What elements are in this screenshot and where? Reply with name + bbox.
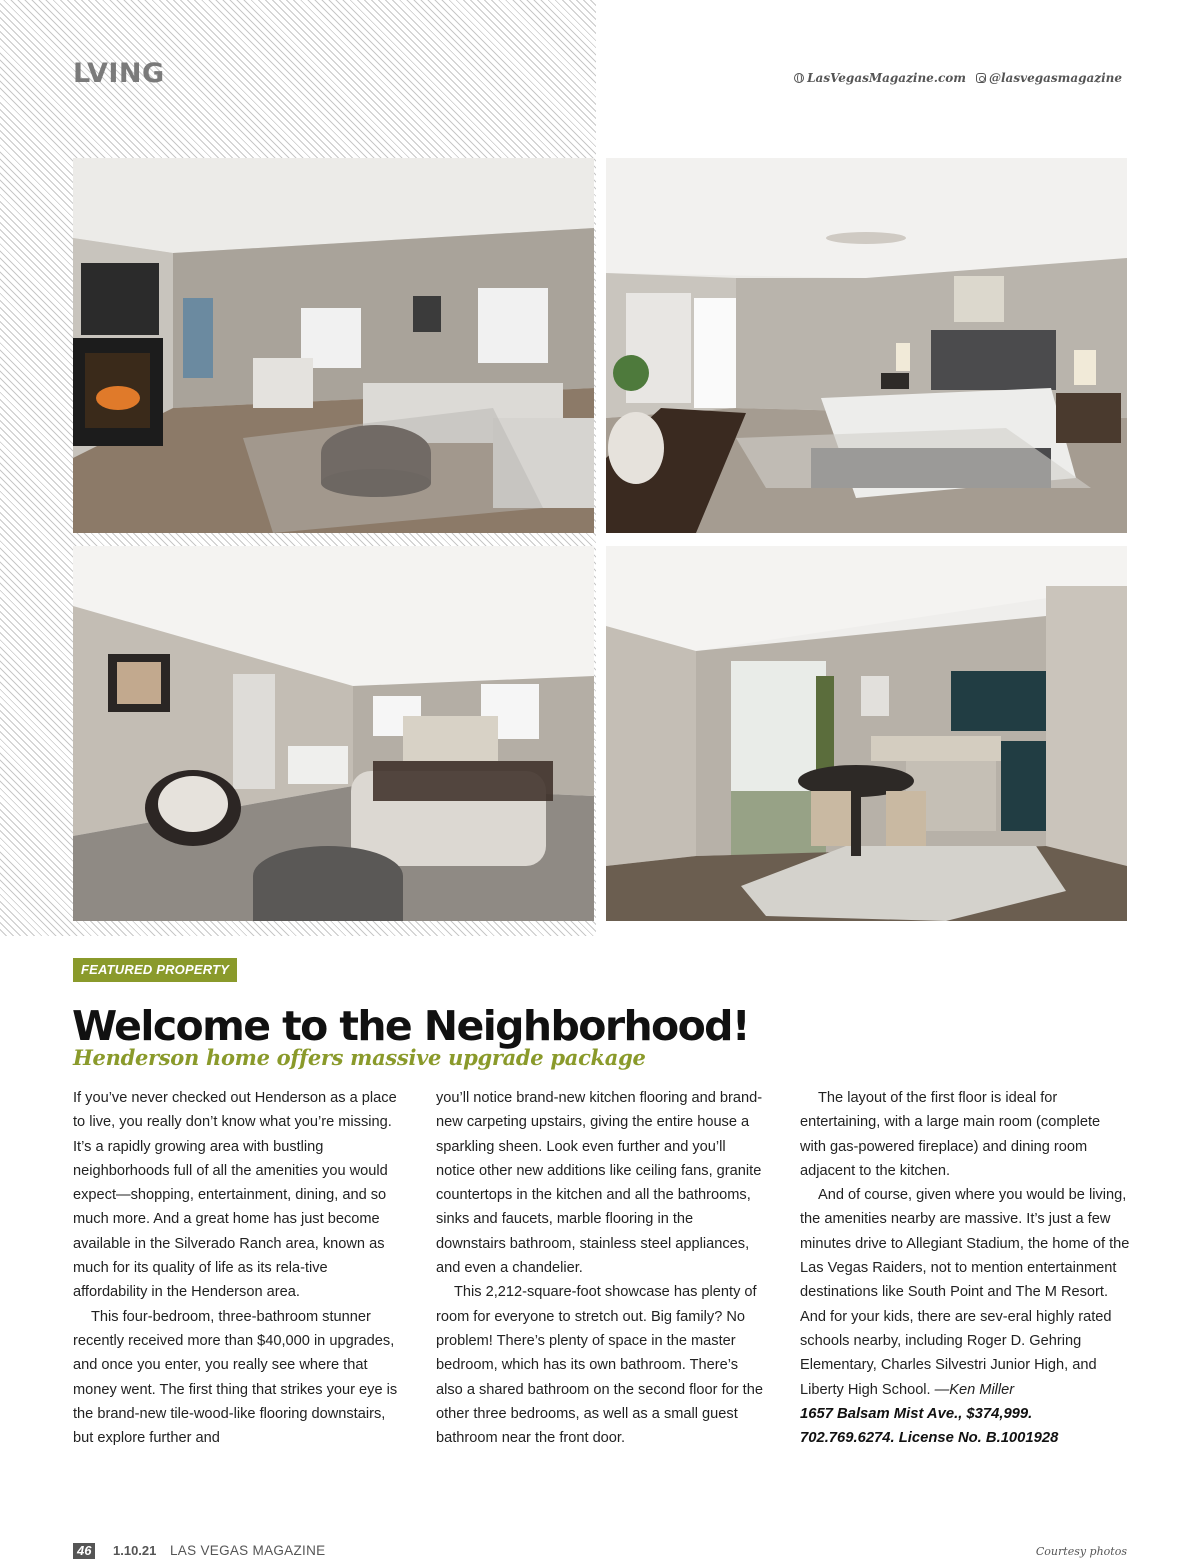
paragraph: If you’ve never checked out Henderson as a place to live, you really don’t know what you’re missing. It’s a rapidly growing area with bustling neighborhoods full of all the amenities you would expect—shopping, entertainment, dining, and so much more. And a great home has just become available in the Silverado Ranch area, known as much for its quality of life as its rela-tive affordability in the Henderson area. bbox=[73, 1090, 397, 1301]
issue-date: 1.10.21 bbox=[113, 1543, 157, 1558]
article-title: Welcome to the Neighborhood! bbox=[72, 1002, 750, 1050]
dining-kitchen-photo bbox=[606, 546, 1127, 921]
globe-icon bbox=[794, 73, 804, 83]
paragraph: The layout of the first floor is ideal for entertaining, with a large main room (complete with gas-powered fireplace) and dining room adjacent to the kitchen. bbox=[800, 1090, 1101, 1179]
paragraph bbox=[800, 1183, 1130, 1402]
photo-credit: Courtesy photos bbox=[1035, 1545, 1127, 1558]
instagram-text: @lasvegasmagazine bbox=[989, 71, 1122, 85]
living-room-photo bbox=[73, 158, 594, 533]
section-label: LVING bbox=[73, 58, 165, 89]
instagram-icon bbox=[976, 73, 986, 83]
paragraph-text: And of course, given where you would be living, the amenities nearby are massive. It’s just a few minutes drive to Allegiant Stadium, the home of the Las Vegas Raiders, not to mention entertainment destinations like South Point and The M Resort. And for your kids, there are sev-eral highly rated schools nearby, including Roger D. Gehring Elementary, Charles Silvestri Junior High, and Liberty High School. bbox=[800, 1187, 1130, 1398]
byline: —Ken Miller bbox=[934, 1381, 1015, 1398]
article-subtitle: Henderson home offers massive upgrade package bbox=[73, 1045, 646, 1070]
article-column-2 bbox=[436, 1086, 766, 1450]
article-column-3 bbox=[800, 1086, 1130, 1450]
page-number: 46 bbox=[73, 1543, 95, 1559]
property-contact: 702.769.6274. License No. B.1001928 bbox=[800, 1430, 1059, 1447]
article-column-1 bbox=[73, 1086, 403, 1450]
paragraph: This four-bedroom, three-bathroom stunner recently received more than $40,000 in upgrades, and once you enter, you really see where that money went. The first thing that strikes your eye is the brand-new tile-wood-like flooring downstairs, but explore further and bbox=[73, 1308, 398, 1447]
property-address: 1657 Balsam Mist Ave., $374,999. bbox=[800, 1405, 1033, 1422]
paragraph: This 2,212-square-foot showcase has plenty of room for everyone to stretch out. Big family? No problem! There’s plenty of space in the master bedroom, which has its own bathroom. There’s also a shared bathroom on the second floor for the other three bedrooms, as well as a small guest bathroom near the front door. bbox=[436, 1284, 763, 1447]
featured-property-tag: FEATURED PROPERTY bbox=[73, 958, 237, 982]
website-text: LasVegasMagazine.com bbox=[807, 71, 966, 85]
magazine-name: LAS VEGAS MAGAZINE bbox=[170, 1543, 326, 1558]
instagram-link[interactable] bbox=[976, 71, 1122, 85]
sitting-area-bedroom-photo bbox=[73, 546, 594, 921]
social-links bbox=[794, 71, 1122, 85]
website-link[interactable] bbox=[794, 71, 966, 85]
paragraph: you’ll notice brand-new kitchen flooring and brand-new carpeting upstairs, giving the entire house a sparkling sheen. Look even further and you’ll notice other new additions like ceiling fans, granite countertops in the kitchen and all the bathrooms, sinks and faucets, marble flooring in the downstairs bathroom, stainless steel appliances, and even a chandelier. bbox=[436, 1090, 763, 1277]
bedroom-photo bbox=[606, 158, 1127, 533]
